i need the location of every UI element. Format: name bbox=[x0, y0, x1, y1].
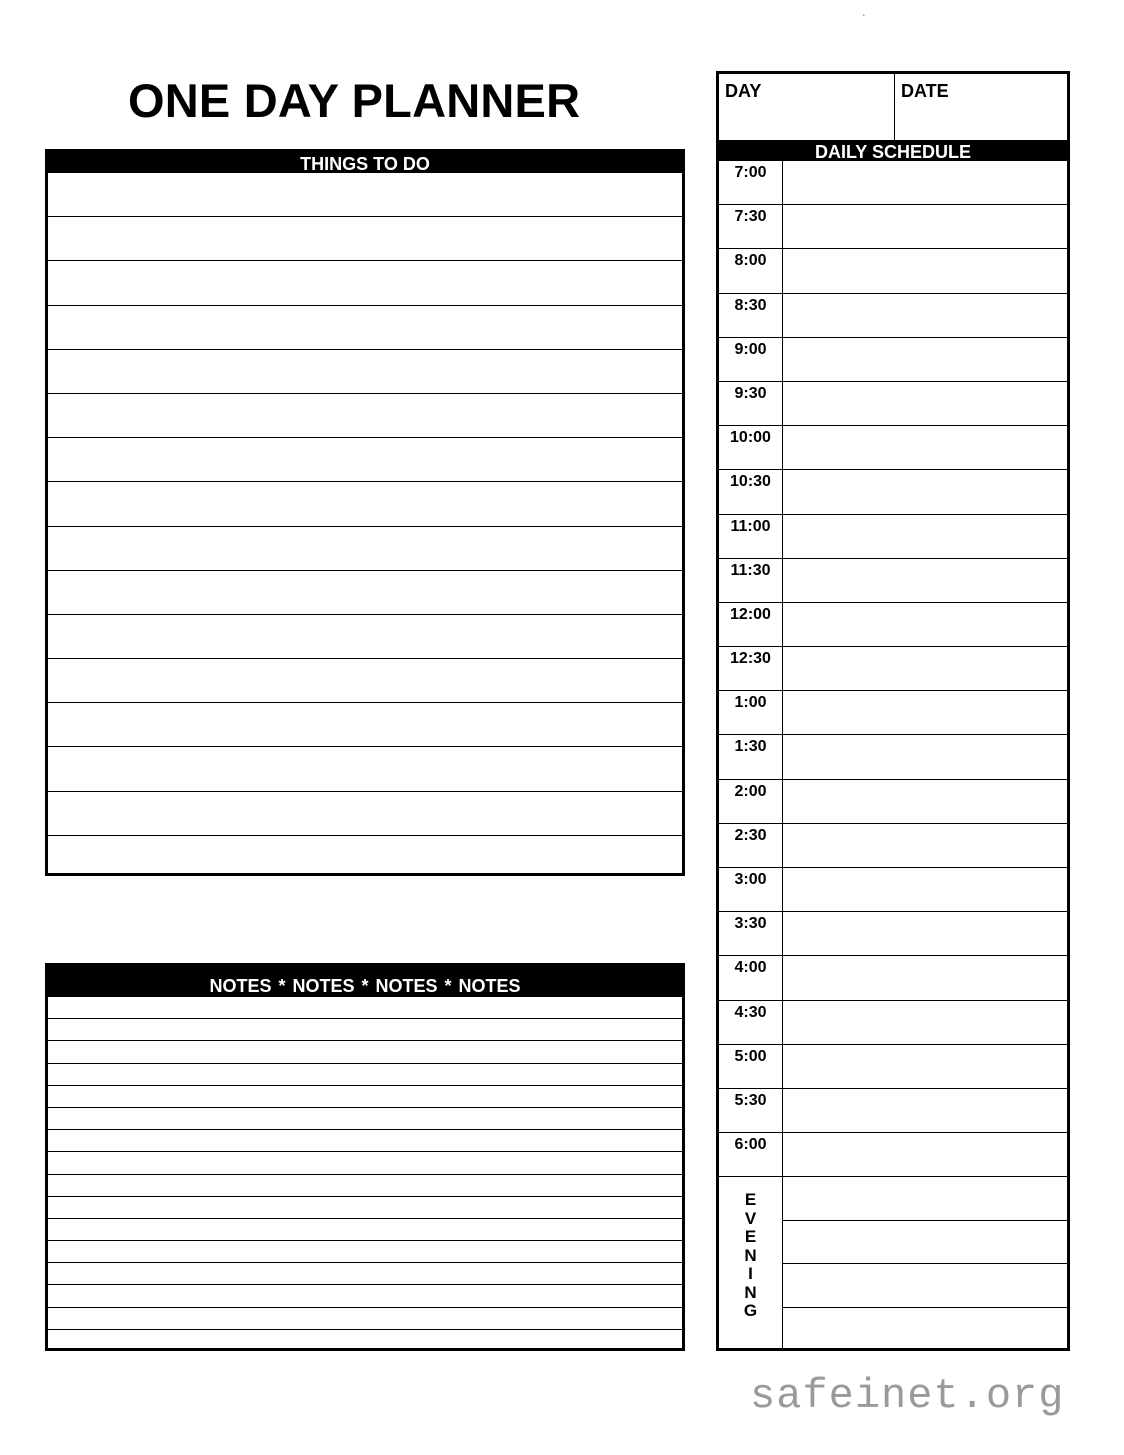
todo-line[interactable] bbox=[48, 217, 682, 261]
note-line[interactable] bbox=[48, 1130, 682, 1152]
todo-line[interactable] bbox=[48, 659, 682, 703]
evening-rows bbox=[783, 1177, 1067, 1351]
things-to-do-section bbox=[45, 149, 685, 876]
page-title: ONE DAY PLANNER bbox=[128, 74, 581, 127]
evening-letter: E bbox=[744, 1190, 757, 1210]
slot-time: 8:30 bbox=[719, 294, 783, 337]
slot-time: 7:30 bbox=[719, 205, 783, 248]
slot-entry[interactable] bbox=[783, 735, 1067, 778]
date-field[interactable] bbox=[895, 74, 1067, 140]
evening-label bbox=[719, 1177, 783, 1351]
stray-mark: ` bbox=[862, 14, 866, 25]
evening-entry[interactable] bbox=[783, 1221, 1067, 1265]
evening-entry[interactable] bbox=[783, 1264, 1067, 1308]
slot-entry[interactable] bbox=[783, 780, 1067, 823]
todo-line[interactable] bbox=[48, 747, 682, 791]
todo-line[interactable] bbox=[48, 306, 682, 350]
note-line[interactable] bbox=[48, 1175, 682, 1197]
slot-entry[interactable] bbox=[783, 382, 1067, 425]
note-line[interactable] bbox=[48, 1064, 682, 1086]
slot-time: 4:30 bbox=[719, 1001, 783, 1044]
things-to-do-header: THINGS TO DO bbox=[48, 152, 682, 173]
schedule-slot bbox=[719, 470, 1067, 514]
slot-time: 11:00 bbox=[719, 515, 783, 558]
slot-time: 5:00 bbox=[719, 1045, 783, 1088]
schedule-slot bbox=[719, 603, 1067, 647]
note-line[interactable] bbox=[48, 1041, 682, 1063]
slot-entry[interactable] bbox=[783, 1133, 1067, 1176]
todo-line[interactable] bbox=[48, 350, 682, 394]
schedule-slot bbox=[719, 1001, 1067, 1045]
slot-time: 8:00 bbox=[719, 249, 783, 292]
evening-letter: V bbox=[744, 1208, 757, 1228]
slot-entry[interactable] bbox=[783, 1089, 1067, 1132]
todo-line[interactable] bbox=[48, 703, 682, 747]
slot-time: 11:30 bbox=[719, 559, 783, 602]
evening-entry[interactable] bbox=[783, 1177, 1067, 1221]
day-date-row bbox=[719, 74, 1067, 140]
schedule-slot bbox=[719, 780, 1067, 824]
slot-time: 1:30 bbox=[719, 735, 783, 778]
slot-time: 9:30 bbox=[719, 382, 783, 425]
note-line[interactable] bbox=[48, 1241, 682, 1263]
note-line[interactable] bbox=[48, 1285, 682, 1307]
note-line[interactable] bbox=[48, 1019, 682, 1041]
things-to-do-lines bbox=[48, 173, 682, 873]
evening-entry[interactable] bbox=[783, 1308, 1067, 1352]
slot-time: 9:00 bbox=[719, 338, 783, 381]
schedule-slot bbox=[719, 382, 1067, 426]
slot-time: 4:00 bbox=[719, 956, 783, 999]
todo-line[interactable] bbox=[48, 615, 682, 659]
schedule-slot bbox=[719, 1133, 1067, 1177]
slot-time: 2:30 bbox=[719, 824, 783, 867]
todo-line[interactable] bbox=[48, 836, 682, 880]
slot-entry[interactable] bbox=[783, 1045, 1067, 1088]
slot-time: 3:30 bbox=[719, 912, 783, 955]
schedule-slot bbox=[719, 735, 1067, 779]
schedule-slot bbox=[719, 205, 1067, 249]
todo-line[interactable] bbox=[48, 438, 682, 482]
slot-entry[interactable] bbox=[783, 647, 1067, 690]
slot-entry[interactable] bbox=[783, 603, 1067, 646]
slot-entry[interactable] bbox=[783, 294, 1067, 337]
schedule-slot bbox=[719, 1089, 1067, 1133]
schedule-slot bbox=[719, 1045, 1067, 1089]
slot-entry[interactable] bbox=[783, 1001, 1067, 1044]
evening-letters bbox=[744, 1191, 757, 1351]
notes-header: NOTES * NOTES * NOTES * NOTES bbox=[48, 966, 682, 997]
evening-letter: N bbox=[744, 1282, 757, 1302]
slot-entry[interactable] bbox=[783, 161, 1067, 204]
schedule-slots bbox=[719, 161, 1067, 1177]
slot-entry[interactable] bbox=[783, 515, 1067, 558]
slot-entry[interactable] bbox=[783, 912, 1067, 955]
schedule-slot bbox=[719, 515, 1067, 559]
slot-entry[interactable] bbox=[783, 559, 1067, 602]
todo-line[interactable] bbox=[48, 482, 682, 526]
slot-time: 10:30 bbox=[719, 470, 783, 513]
evening-letter: G bbox=[743, 1301, 758, 1321]
slot-time: 12:00 bbox=[719, 603, 783, 646]
schedule-slot bbox=[719, 824, 1067, 868]
schedule-slot bbox=[719, 249, 1067, 293]
slot-entry[interactable] bbox=[783, 691, 1067, 734]
note-line[interactable] bbox=[48, 1308, 682, 1330]
schedule-panel bbox=[716, 71, 1070, 1351]
schedule-slot bbox=[719, 912, 1067, 956]
slot-entry[interactable] bbox=[783, 426, 1067, 469]
slot-time: 7:00 bbox=[719, 161, 783, 204]
schedule-slot bbox=[719, 956, 1067, 1000]
todo-line[interactable] bbox=[48, 261, 682, 305]
day-label: DAY bbox=[725, 81, 762, 101]
slot-entry[interactable] bbox=[783, 824, 1067, 867]
note-line[interactable] bbox=[48, 1263, 682, 1285]
schedule-slot bbox=[719, 647, 1067, 691]
todo-line[interactable] bbox=[48, 173, 682, 217]
note-line[interactable] bbox=[48, 1108, 682, 1130]
slot-entry[interactable] bbox=[783, 868, 1067, 911]
schedule-slot bbox=[719, 559, 1067, 603]
todo-line[interactable] bbox=[48, 571, 682, 615]
todo-line[interactable] bbox=[48, 792, 682, 836]
schedule-slot bbox=[719, 868, 1067, 912]
slot-time: 6:00 bbox=[719, 1133, 783, 1176]
note-line[interactable] bbox=[48, 1086, 682, 1108]
day-field[interactable] bbox=[719, 74, 895, 140]
schedule-slot bbox=[719, 426, 1067, 470]
slot-entry[interactable] bbox=[783, 956, 1067, 999]
watermark: safeinet.org bbox=[750, 1372, 1065, 1420]
evening-letter: E bbox=[744, 1227, 757, 1247]
schedule-slot bbox=[719, 161, 1067, 205]
slot-time: 12:30 bbox=[719, 647, 783, 690]
evening-letter: I bbox=[748, 1264, 753, 1284]
schedule-slot bbox=[719, 691, 1067, 735]
slot-entry[interactable] bbox=[783, 249, 1067, 292]
slot-time: 3:00 bbox=[719, 868, 783, 911]
evening-block bbox=[719, 1177, 1067, 1351]
notes-section bbox=[45, 963, 685, 1351]
note-line[interactable] bbox=[48, 1330, 682, 1352]
slot-time: 1:00 bbox=[719, 691, 783, 734]
slot-entry[interactable] bbox=[783, 205, 1067, 248]
slot-entry[interactable] bbox=[783, 338, 1067, 381]
todo-line[interactable] bbox=[48, 394, 682, 438]
daily-schedule-header: DAILY SCHEDULE bbox=[719, 140, 1067, 161]
schedule-slot bbox=[719, 338, 1067, 382]
note-line[interactable] bbox=[48, 997, 682, 1019]
date-label: DATE bbox=[901, 81, 949, 101]
todo-line[interactable] bbox=[48, 527, 682, 571]
slot-time: 2:00 bbox=[719, 780, 783, 823]
slot-entry[interactable] bbox=[783, 470, 1067, 513]
evening-letter: N bbox=[744, 1245, 757, 1265]
note-line[interactable] bbox=[48, 1219, 682, 1241]
note-line[interactable] bbox=[48, 1152, 682, 1174]
notes-lines bbox=[48, 997, 682, 1348]
note-line[interactable] bbox=[48, 1197, 682, 1219]
schedule-slot bbox=[719, 294, 1067, 338]
slot-time: 10:00 bbox=[719, 426, 783, 469]
slot-time: 5:30 bbox=[719, 1089, 783, 1132]
